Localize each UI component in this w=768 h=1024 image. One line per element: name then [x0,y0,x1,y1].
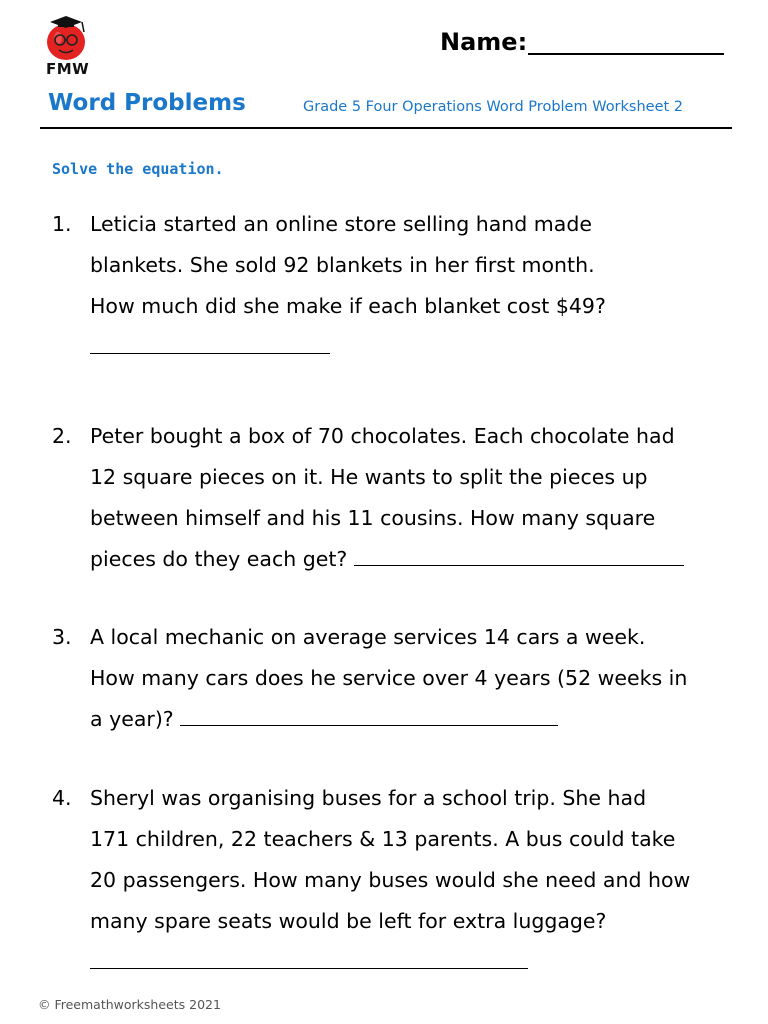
answer-line[interactable] [354,543,684,566]
problem-line: Leticia started an online store selling hand made [90,212,592,236]
logo-text: FMW [46,60,90,78]
name-input-line[interactable] [528,53,724,55]
problem-3 [52,617,742,740]
problem-line: 12 square pieces on it. He wants to split the pieces up [90,465,648,489]
problem-4 [52,778,742,983]
problem-line: 171 children, 22 teachers & 13 parents. A bus could take [90,827,676,851]
problem-line: How many cars does he service over 4 years (52 weeks in [90,666,688,690]
problem-line: blankets. She sold 92 blankets in her first month. [90,253,595,277]
problem-line: Sheryl was organising buses for a school trip. She had [90,786,647,810]
problem-line: How much did she make if each blanket cost $49? [90,294,606,318]
answer-line[interactable] [90,331,330,354]
name-label: Name: [440,28,528,56]
copyright-footer: © Freemathworksheets 2021 [38,997,221,1012]
problem-line: between himself and his 11 cousins. How many square [90,506,656,530]
header-divider [40,127,732,129]
problem-line: a year)? [90,707,174,731]
problem-line: Peter bought a box of 70 chocolates. Each chocolate had [90,424,675,448]
problem-number: 4. [52,786,72,810]
problem-number: 3. [52,625,72,649]
brand-title: Word Problems [48,90,246,116]
problem-line: A local mechanic on average services 14 cars a week. [90,625,646,649]
worksheet-subtitle: Grade 5 Four Operations Word Problem Worksheet 2 [303,99,684,115]
problem-line: 20 passengers. How many buses would she need and how [90,868,691,892]
problem-2 [52,416,742,580]
problem-1 [52,204,742,368]
problem-line: many spare seats would be left for extra luggage? [90,909,607,933]
answer-line[interactable] [90,946,528,969]
instruction: Solve the equation. [52,160,224,178]
problem-number: 1. [52,212,72,236]
problem-number: 2. [52,424,72,448]
answer-line[interactable] [180,703,558,726]
problem-line: pieces do they each get? [90,547,348,571]
